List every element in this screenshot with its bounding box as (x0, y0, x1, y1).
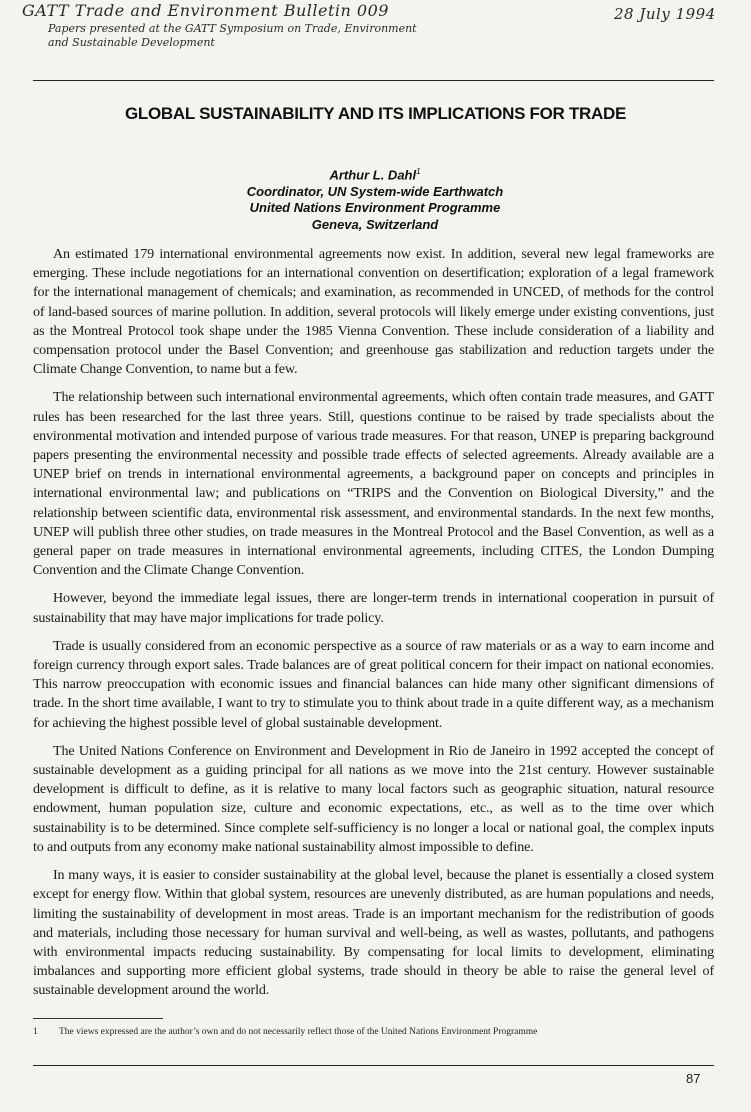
author-block (200, 164, 550, 233)
handwritten-symposium-note-cont: and Sustainable Development (48, 36, 215, 49)
author-name-line (200, 164, 550, 184)
footnote (33, 1027, 537, 1037)
paragraph: The relationship between such international environmental agreements, which often contain trade measures, and GATT rules has been researched for the last three years. Still, questions continue to be raised by trade specialists about the environmental motivation and intended purpose of various trade measures. For that reason, UNEP is preparing background papers presenting the environmental necessity and possible trade effects of selected agreements. Already available are a UNEP brief on trends in international environmental agreements, a background paper on concepts and principles in international environmental law; and publications on “TRIPS and the Convention on Biological Diversity,” and the relationship between scientific data, environmental risk assessment, and environmental standards. In the next few months, UNEP will publish three other studies, on trade measures in the Montreal Protocol and the Basel Convention, as well as a general paper on trade measures in international environmental agreements, including CITES, the London Dumping Convention and the Climate Change Convention. (33, 389, 714, 579)
footnote-number: 1 (33, 1027, 38, 1037)
author-location: Geneva, Switzerland (311, 216, 439, 232)
paragraph: The United Nations Conference on Environment and Development in Rio de Janeiro in 1992 accepted the concept of sustainable development as a guiding principal for all nations as we move into the 21st century. However sustainable development is difficult to define, as it is relative to many local factors such as geographic situation, natural resource endowment, human population size, culture and economic expectations, etc., as well as to the time over which sustainability is to be determined. Since complete self-sufficiency is no longer a local or national goal, the complex inputs to and outputs from any economy make national sustainability almost impossible to define. (33, 742, 714, 855)
header-rule (33, 80, 714, 81)
paragraph: An estimated 179 international environmental agreements now exist. In addition, several new legal frameworks are emerging. These include negotiations for an international convention on desertification; exploration of a legal framework for the international management of chemicals; and examination, as recommended in UNCED, of methods for the control of land-based sources of marine pollution. In addition, several protocols will likely emerge under existing conventions, just as the Montreal Protocol took shape under the 1985 Vienna Convention. These include consideration of a liability and compensation protocol under the Basel Convention; and greenhouse gas stabilization and reduction targets under the Climate Change Convention, to name but a few. (33, 246, 714, 378)
author-footnote-mark: 1 (416, 167, 421, 176)
handwritten-date: 28 July 1994 (614, 5, 716, 23)
paper-title: GLOBAL SUSTAINABILITY AND ITS IMPLICATIONS FOR TRADE (124, 104, 626, 123)
author-organization: United Nations Environment Programme (249, 200, 501, 216)
footnote-rule (33, 1018, 163, 1019)
footer-rule (33, 1065, 714, 1066)
article-body (33, 245, 714, 1010)
paragraph: However, beyond the immediate legal issues, there are longer-term trends in international cooperation in pursuit of sustainability that may have major implications for trade policy. (33, 590, 714, 626)
author-name: Arthur L. Dahl (329, 167, 417, 183)
author-position: Coordinator, UN System-wide Earthwatch (246, 183, 504, 199)
paragraph: In many ways, it is easier to consider sustainability at the global level, because the planet is essentially a closed system except for energy flow. Within that global system, resources are unevenly distributed, as are human populations and needs, limiting the sustainability of development in most areas. Trade is an important mechanism for the redistribution of goods and materials, including those necessary for human survival and well-being, as well as wastes, pollutants, and pathogens with environmental impacts reducing sustainability. By compensating for local limits to development, eliminating imbalances and supporting more efficient global systems, trade should in theory be able to raise the general level of sustainable development around the world. (33, 867, 714, 999)
paragraph: Trade is usually considered from an economic perspective as a source of raw materials or as a way to earn income and foreign currency through export sales. Trade balances are of great political concern for their impact on national economies. This narrow preoccupation with economic issues and financial balances can hide many other significant dimensions of trade. In the short time available, I want to try to stimulate you to think about trade in a quite different way, as a mechanism for achieving the highest possible level of global sustainable development. (33, 637, 714, 731)
page-number: 87 (686, 1071, 701, 1086)
footnote-text: The views expressed are the author’s own and do not necessarily reflect those of the United Nations Environment Programme (59, 1027, 538, 1037)
handwritten-symposium-note: Papers presented at the GATT Symposium on Trade, Environment (48, 22, 417, 35)
handwritten-bulletin-note: GATT Trade and Environment Bulletin 009 (22, 1, 389, 20)
